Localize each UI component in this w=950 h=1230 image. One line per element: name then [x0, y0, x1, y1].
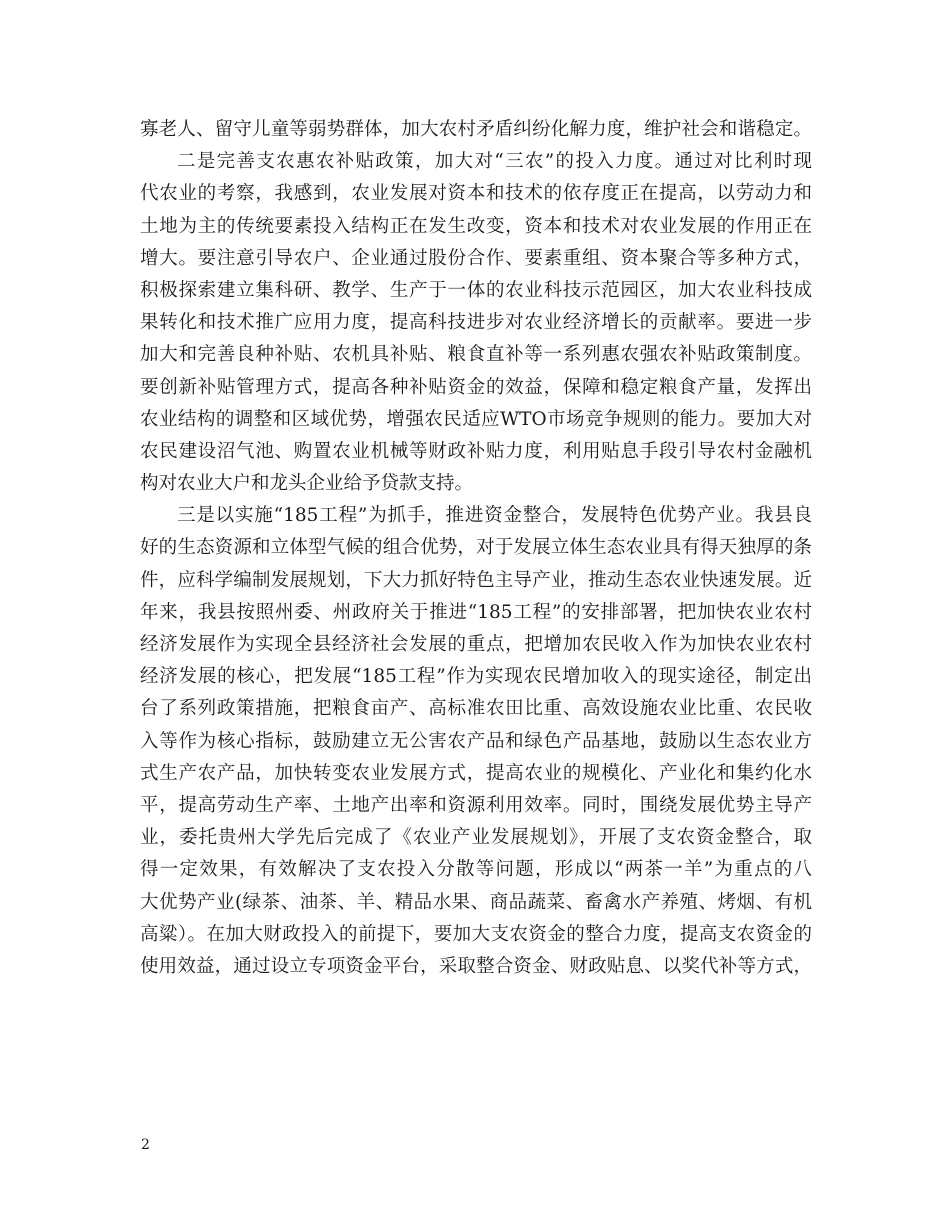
- paragraph-support-policy: [140, 146, 812, 500]
- text-line: 大优势产业(绿茶、油茶、羊、精品水果、商品蔬菜、畜禽水产养殖、烤烟、有机: [140, 891, 812, 913]
- text-line: 农民建设沼气池、购置农业机械等财政补贴力度，利用贴息手段引导农村金融机: [140, 440, 812, 462]
- text-line: 使用效益，通过设立专项资金平台，采取整合资金、财政贴息、以奖代补等方式，: [140, 955, 812, 977]
- paragraph-185-project: [140, 500, 812, 983]
- text-line: 增大。要注意引导农户、企业通过股份合作、要素重组、资本聚合等多种方式，: [140, 247, 812, 269]
- text-line: 得一定效果，有效解决了支农投入分散等问题，形成以“两茶一羊”为重点的八: [140, 859, 812, 881]
- text-line: 年来，我县按照州委、州政府关于推进“185工程”的安排部署，把加快农业农村: [140, 601, 812, 623]
- text-line: 平，提高劳动生产率、土地产出率和资源利用效率。同时，围绕发展优势主导产: [140, 794, 812, 816]
- text-line: 式生产农产品，加快转变农业发展方式，提高农业的规模化、产业化和集约化水: [140, 762, 812, 784]
- text-line: 高粱）。在加大财政投入的前提下，要加大支农资金的整合力度，提高支农资金的: [140, 923, 812, 945]
- text-line: 三是以实施“185工程”为抓手，推进资金整合，发展特色优势产业。我县良: [177, 505, 812, 527]
- text-line: 经济发展的核心，把发展“185工程”作为实现农民增加收入的现实途径，制定出: [140, 666, 812, 688]
- text-line: 要创新补贴管理方式，提高各种补贴资金的效益，保障和稳定粮食产量，发挥出: [140, 376, 812, 398]
- text-line: 加大和完善良种补贴、农机具补贴、粮食直补等一系列惠农强农补贴政策制度。: [140, 344, 812, 366]
- text-line: 农业结构的调整和区域优势，增强农民适应WTO市场竞争规则的能力。要加大对: [140, 408, 812, 430]
- text-line: 构对农业大户和龙头企业给予贷款支持。: [140, 473, 474, 495]
- body-text: [140, 114, 812, 983]
- text-line: 好的生态资源和立体型气候的组合优势，对于发展立体生态农业具有得天独厚的条: [140, 537, 812, 559]
- text-line: 入等作为核心指标，鼓励建立无公害农产品和绿色产品基地，鼓励以生态农业方: [140, 730, 812, 752]
- paragraph-continuation: [140, 114, 812, 146]
- text-line: 果转化和技术推广应用力度，提高科技进步对农业经济增长的贡献率。要进一步: [140, 312, 812, 334]
- text-line: 积极探索建立集科研、教学、生产于一体的农业科技示范园区，加大农业科技成: [140, 279, 812, 301]
- text-line: 经济发展作为实现全县经济社会发展的重点，把增加农民收入作为加快农业农村: [140, 634, 812, 655]
- page-number: 2: [141, 1137, 150, 1153]
- text-line: 寡老人、留守儿童等弱势群体，加大农村矛盾纠纷化解力度，维护社会和谐稳定。: [140, 119, 812, 140]
- text-line: 二是完善支农惠农补贴政策，加大对“三农”的投入力度。通过对比利时现: [177, 151, 812, 173]
- text-line: 台了系列政策措施，把粮食亩产、高标准农田比重、高效设施农业比重、农民收: [140, 698, 812, 720]
- text-line: 业，委托贵州大学先后完成了《农业产业发展规划》，开展了支农资金整合，取: [140, 827, 812, 849]
- text-line: 代农业的考察，我感到，农业发展对资本和技术的依存度正在提高，以劳动力和: [140, 183, 812, 205]
- text-line: 土地为主的传统要素投入结构正在发生改变，资本和技术对农业发展的作用正在: [140, 215, 812, 237]
- text-line: 件，应科学编制发展规划，下大力抓好特色主导产业，推动生态农业快速发展。近: [140, 569, 812, 591]
